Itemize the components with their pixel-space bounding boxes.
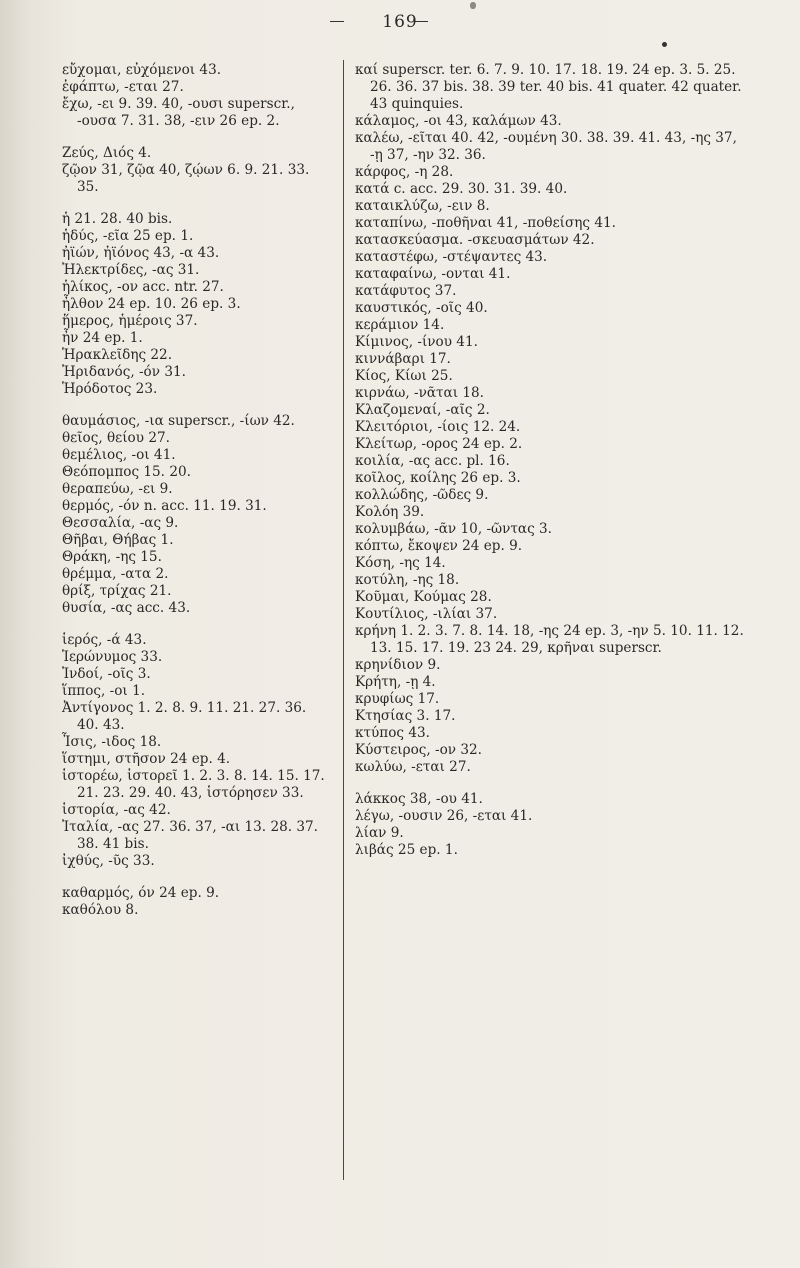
letter-group-gap xyxy=(355,776,747,791)
index-entry: κολλώδης, -ῶδες 9. xyxy=(355,487,489,503)
index-entry: καταστέφω, -στέψαντες 43. xyxy=(355,249,548,265)
index-entry: θεμέλιος, -οι 41. xyxy=(62,447,176,463)
ornament-dot xyxy=(662,42,667,47)
index-entry: καθόλου 8. xyxy=(62,902,139,918)
index-entry: κατάφυτος 37. xyxy=(355,283,457,299)
index-entry: κατά c. acc. 29. 30. 31. 39. 40. xyxy=(355,181,568,197)
index-entry: καταικλύζω, -ειν 8. xyxy=(355,198,490,214)
index-entry: Θῆβαι, Θήβας 1. xyxy=(62,532,174,548)
index-entry: Θράκη, -ης 15. xyxy=(62,549,162,565)
index-entry: ἵππος, -οι 1. xyxy=(62,683,146,699)
index-entry: θυσία, -ας acc. 43. xyxy=(62,600,191,616)
index-entry: ἵστημι, στῆσον 24 ep. 4. xyxy=(62,751,231,767)
index-entry: Κλαζομεναί, -αῖς 2. xyxy=(355,402,490,418)
index-entry: Κύστειρος, -ον 32. xyxy=(355,742,483,758)
index-entry: θερμός, -όν n. acc. 11. 19. 31. xyxy=(62,498,267,514)
index-entry: ἔχω, -ει 9. 39. 40, -ουσι superscr., -ουσα 7. 31. 38, -ειν 26 ep. 2. xyxy=(62,96,295,129)
page-number-dash-right xyxy=(414,21,428,22)
letter-group-gap xyxy=(62,130,332,145)
index-entry: κόπτω, ἔκοψεν 24 ep. 9. xyxy=(355,538,523,554)
letter-group-gap xyxy=(62,870,332,885)
index-entry: κοῖλος, κοίλης 26 ep. 3. xyxy=(355,470,521,486)
index-entry: λίαν 9. xyxy=(355,825,404,841)
index-entry: κοτύλη, -ης 18. xyxy=(355,572,460,588)
index-entry: κρυφίως 17. xyxy=(355,691,440,707)
index-entry: καλέω, -εῖται 40. 42, -ουμένη 30. 38. 39. 41. 43, -ης 37, -ῃ 37, -ην 32. 36. xyxy=(355,130,737,163)
index-entry: Ἰνδοί, -οῖς 3. xyxy=(62,666,151,682)
index-entry: ἦν 24 ep. 1. xyxy=(62,330,143,346)
index-entry: Κίος, Κίωι 25. xyxy=(355,368,453,384)
index-entry: ἠϊών, ἠϊόνος 43, -α 43. xyxy=(62,245,220,261)
index-entry: Ἀντίγονος 1. 2. 8. 9. 11. 21. 27. 36. 40. 43. xyxy=(62,700,307,733)
index-entry: Θεόπομπος 15. 20. xyxy=(62,464,191,480)
index-entry: Κόση, -ης 14. xyxy=(355,555,446,571)
index-entry: κατασκεύασμα. -σκευασμάτων 42. xyxy=(355,232,595,248)
index-entry: καυστικός, -οῖς 40. xyxy=(355,300,488,316)
index-entry: ἦλθον 24 ep. 10. 26 ep. 3. xyxy=(62,296,241,312)
index-entry: λιβάς 25 ep. 1. xyxy=(355,842,458,858)
index-entry: θεραπεύω, -ει 9. xyxy=(62,481,173,497)
letter-group-gap xyxy=(62,196,332,211)
index-entry: ἱστορέω, ἱστορεῖ 1. 2. 3. 8. 14. 15. 17. 21. 23. 29. 40. 43, ἱστόρησεν 33. xyxy=(62,768,325,801)
index-entry: Κλείτωρ, -ορος 24 ep. 2. xyxy=(355,436,523,452)
index-entry: Θεσσαλία, -ας 9. xyxy=(62,515,179,531)
index-entry: ἱστορία, -ας 42. xyxy=(62,802,171,818)
index-entry: κιρνάω, -νᾶται 18. xyxy=(355,385,484,401)
index-entry: θρίξ, τρίχας 21. xyxy=(62,583,172,599)
index-entry: εὔχομαι, εὐχόμενοι 43. xyxy=(62,62,222,78)
index-entry: θρέμμα, -ατα 2. xyxy=(62,566,169,582)
index-entry: λέγω, -ουσιν 26, -εται 41. xyxy=(355,808,533,824)
index-entry: Κλειτόριοι, -ίοις 12. 24. xyxy=(355,419,521,435)
index-entry: Κολόη 39. xyxy=(355,504,425,520)
index-entry: κτύπος 43. xyxy=(355,725,430,741)
index-entry: κάλαμος, -οι 43, καλάμων 43. xyxy=(355,113,562,129)
letter-group-gap xyxy=(62,398,332,413)
index-entry: ἥμερος, ἡμέροις 37. xyxy=(62,313,198,329)
index-entry: κωλύω, -εται 27. xyxy=(355,759,471,775)
index-entry: Ἶσις, -ιδος 18. xyxy=(62,734,162,750)
index-entry: Ἡρόδοτος 23. xyxy=(62,381,158,397)
index-entry: καθαρμός, όν 24 ep. 9. xyxy=(62,885,220,901)
column-divider xyxy=(343,60,344,1180)
index-entry: κοιλία, -ας acc. pl. 16. xyxy=(355,453,510,469)
ink-spot xyxy=(470,2,476,9)
index-entry: Ἰταλία, -ας 27. 36. 37, -αι 13. 28. 37. 38. 41 bis. xyxy=(62,819,318,852)
index-entry: κάρφος, -η 28. xyxy=(355,164,454,180)
index-entry: ζῷον 31, ζῷα 40, ζῴων 6. 9. 21. 33. 35. xyxy=(62,162,310,195)
index-column-right xyxy=(355,62,747,859)
index-entry: κρήνη 1. 2. 3. 7. 8. 14. 18, -ης 24 ep. 3, -ην 5. 10. 11. 12. 13. 15. 17. 19. 23 24. 29, κρῆναι superscr. xyxy=(355,623,744,656)
index-entry: κολυμβάω, -ᾶν 10, -ῶντας 3. xyxy=(355,521,553,537)
index-entry: ἡδύς, -εῖα 25 ep. 1. xyxy=(62,228,194,244)
index-entry: Κουτίλιος, -ιλίαι 37. xyxy=(355,606,498,622)
index-entry: ἱερός, -ά 43. xyxy=(62,632,147,648)
index-entry: Ἠριδανός, -όν 31. xyxy=(62,364,186,380)
index-entry: Ἡρακλεῖδης 22. xyxy=(62,347,173,363)
index-entry: Κοῦμαι, Κούμας 28. xyxy=(355,589,492,605)
index-entry: λάκκος 38, -ου 41. xyxy=(355,791,483,807)
index-entry: Ἠλεκτρίδες, -ας 31. xyxy=(62,262,200,278)
index-entry: Ζεύς, Διός 4. xyxy=(62,145,152,161)
index-entry: Κτησίας 3. 17. xyxy=(355,708,456,724)
index-entry: ἡλίκος, -ον acc. ntr. 27. xyxy=(62,279,224,295)
index-entry: Ἱερώνυμος 33. xyxy=(62,649,163,665)
index-entry: ἡ 21. 28. 40 bis. xyxy=(62,211,173,227)
index-entry: θεῖος, θείου 27. xyxy=(62,430,170,446)
index-entry: κρηνίδιον 9. xyxy=(355,657,441,673)
index-entry: καί superscr. ter. 6. 7. 9. 10. 17. 18. 19. 24 ep. 3. 5. 25. 26. 36. 37 bis. 38. 39 ter. 40 bis. 41 quater. 42 quater. 43 quinquies. xyxy=(355,62,742,112)
index-entry: θαυμάσιος, -ια superscr., -ίων 42. xyxy=(62,413,295,429)
index-entry: κιννάβαρι 17. xyxy=(355,351,451,367)
index-entry: κεράμιον 14. xyxy=(355,317,445,333)
letter-group-gap xyxy=(62,617,332,632)
index-entry: ἐφάπτω, -εται 27. xyxy=(62,79,184,95)
page-number: 169 xyxy=(382,12,418,32)
index-entry: ἰχθύς, -ῦς 33. xyxy=(62,853,155,869)
index-entry: καταπίνω, -ποθῆναι 41, -ποθείσης 41. xyxy=(355,215,616,231)
index-entry: καταφαίνω, -ονται 41. xyxy=(355,266,511,282)
index-column-left xyxy=(62,62,332,919)
index-entry: Κρήτη, -ῃ 4. xyxy=(355,674,436,690)
index-entry: Κίμινος, -ίνου 41. xyxy=(355,334,478,350)
